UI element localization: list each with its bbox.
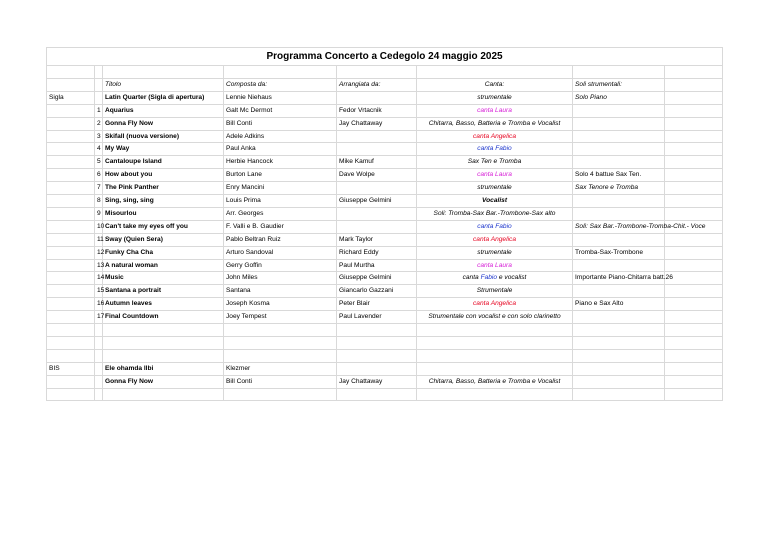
arranger: Paul Murtha	[337, 259, 417, 272]
singer: Strumentale	[417, 285, 573, 298]
composer: Adele Adkins	[224, 130, 337, 143]
song-title: Funky Cha Cha	[103, 246, 224, 259]
table-row	[47, 169, 723, 182]
row-number: 17	[95, 311, 103, 324]
row-label	[47, 259, 95, 272]
song-title	[103, 388, 224, 401]
song-title	[103, 349, 224, 362]
composer: Klezmer	[224, 362, 337, 375]
row-number	[95, 337, 103, 350]
arranger	[337, 337, 417, 350]
singer	[417, 337, 573, 350]
row-number: 3	[95, 130, 103, 143]
soli-strumentali	[573, 207, 665, 220]
song-title: Music	[103, 272, 224, 285]
composer: John Miles	[224, 272, 337, 285]
row-label	[47, 285, 95, 298]
singer: Sax Ten e Tromba	[417, 156, 573, 169]
concert-program-table	[46, 47, 723, 401]
title-row	[47, 48, 723, 66]
composer: Joey Tempest	[224, 311, 337, 324]
composer: Paul Anka	[224, 143, 337, 156]
song-title	[103, 324, 224, 337]
row-number: 1	[95, 104, 103, 117]
singer: strumentale	[417, 246, 573, 259]
singer: canta Angelica	[417, 130, 573, 143]
soli-strumentali	[573, 337, 665, 350]
singer	[417, 388, 573, 401]
row-label	[47, 117, 95, 130]
singer: canta Angelica	[417, 298, 573, 311]
header-arrangiata: Arrangiata da:	[337, 78, 417, 91]
table-row	[47, 156, 723, 169]
arranger: Giuseppe Gelmini	[337, 195, 417, 208]
arranger	[337, 143, 417, 156]
header-row	[47, 78, 723, 91]
soli-strumentali	[573, 130, 665, 143]
row-number: 6	[95, 169, 103, 182]
composer: F. Valli e B. Gaudier	[224, 220, 337, 233]
arranger	[337, 207, 417, 220]
singer: canta Laura	[417, 259, 573, 272]
row-label	[47, 349, 95, 362]
arranger	[337, 362, 417, 375]
row-number: 13	[95, 259, 103, 272]
row-number: 12	[95, 246, 103, 259]
row-label	[47, 324, 95, 337]
arranger	[337, 324, 417, 337]
row-label	[47, 182, 95, 195]
composer: Galt Mc Dermot	[224, 104, 337, 117]
song-title: Final Countdown	[103, 311, 224, 324]
arranger	[337, 91, 417, 104]
row-number	[95, 388, 103, 401]
singer-part: canta	[462, 274, 481, 282]
soli-strumentali	[573, 104, 665, 117]
singer: Strumentale con vocalist e con solo clarinetto	[417, 311, 573, 324]
composer: Arr. Georges	[224, 207, 337, 220]
soli-strumentali	[573, 388, 665, 401]
row-label	[47, 169, 95, 182]
soli-strumentali: Solo 4 battue Sax Ten.	[573, 169, 665, 182]
row-label	[47, 233, 95, 246]
composer: Herbie Hancock	[224, 156, 337, 169]
header-titolo: Titolo	[103, 78, 224, 91]
composer	[224, 324, 337, 337]
row-number: 5	[95, 156, 103, 169]
composer	[224, 349, 337, 362]
song-title: Santana a portrait	[103, 285, 224, 298]
row-label	[47, 337, 95, 350]
singer-part: Fabio	[480, 274, 498, 282]
soli-strumentali	[573, 324, 665, 337]
row-number	[95, 91, 103, 104]
table-row	[47, 104, 723, 117]
table-row	[47, 182, 723, 195]
composer	[224, 337, 337, 350]
singer	[417, 349, 573, 362]
table-row	[47, 272, 723, 285]
row-label	[47, 298, 95, 311]
table-row	[47, 298, 723, 311]
table-row	[47, 117, 723, 130]
song-title: Misourlou	[103, 207, 224, 220]
song-title: The Pink Panther	[103, 182, 224, 195]
song-title: A natural woman	[103, 259, 224, 272]
song-title: Gonna Fly Now	[103, 117, 224, 130]
header-canta: Canta:	[417, 78, 573, 91]
table-row	[47, 246, 723, 259]
song-title: How about you	[103, 169, 224, 182]
soli-strumentali	[573, 195, 665, 208]
soli-strumentali	[573, 375, 665, 388]
song-title: Autumn leaves	[103, 298, 224, 311]
arranger: Richard Eddy	[337, 246, 417, 259]
spacer-row	[47, 66, 723, 79]
row-number: 15	[95, 285, 103, 298]
song-title: Ele ohamda llbi	[103, 362, 224, 375]
table-row	[47, 130, 723, 143]
row-label	[47, 156, 95, 169]
singer: Soli: Tromba-Sax Bar.-Trombone-Sax alto	[417, 207, 573, 220]
row-number	[95, 375, 103, 388]
table-row	[47, 375, 723, 388]
song-title: My Way	[103, 143, 224, 156]
row-number: 10	[95, 220, 103, 233]
table-row	[47, 91, 723, 104]
row-number: 11	[95, 233, 103, 246]
soli-strumentali: Sax Tenore e Tromba	[573, 182, 665, 195]
arranger	[337, 220, 417, 233]
header-soli: Soli strumentali:	[573, 78, 665, 91]
table-row	[47, 337, 723, 350]
singer: strumentale	[417, 91, 573, 104]
singer	[417, 272, 573, 285]
singer: canta Fabio	[417, 143, 573, 156]
arranger: Giancarlo Gazzani	[337, 285, 417, 298]
arranger: Jay Chattaway	[337, 117, 417, 130]
composer: Arturo Sandoval	[224, 246, 337, 259]
arranger: Dave Wolpe	[337, 169, 417, 182]
singer: canta Laura	[417, 104, 573, 117]
composer: Lennie Niehaus	[224, 91, 337, 104]
soli-strumentali	[573, 349, 665, 362]
arranger	[337, 388, 417, 401]
singer	[417, 324, 573, 337]
table-row	[47, 349, 723, 362]
arranger: Paul Lavender	[337, 311, 417, 324]
arranger: Mark Taylor	[337, 233, 417, 246]
table-row	[47, 195, 723, 208]
soli-strumentali	[573, 362, 665, 375]
header-composta: Composta da:	[224, 78, 337, 91]
arranger: Mike Kamuf	[337, 156, 417, 169]
row-label	[47, 375, 95, 388]
row-label	[47, 143, 95, 156]
soli-strumentali	[573, 156, 665, 169]
soli-strumentali	[573, 117, 665, 130]
soli-strumentali	[573, 143, 665, 156]
composer: Pablo Beltran Ruiz	[224, 233, 337, 246]
row-number: 14	[95, 272, 103, 285]
arranger: Jay Chattaway	[337, 375, 417, 388]
singer: strumentale	[417, 182, 573, 195]
arranger	[337, 182, 417, 195]
row-label	[47, 388, 95, 401]
singer: canta Fabio	[417, 220, 573, 233]
row-label	[47, 104, 95, 117]
soli-strumentali: Piano e Sax Alto	[573, 298, 665, 311]
row-label	[47, 311, 95, 324]
row-number	[95, 362, 103, 375]
row-label	[47, 220, 95, 233]
row-number: 16	[95, 298, 103, 311]
page-title: Programma Concerto a Cedegolo 24 maggio 2025	[47, 48, 723, 66]
song-title: Cantaloupe Island	[103, 156, 224, 169]
table-row	[47, 362, 723, 375]
table-row	[47, 220, 723, 233]
song-title	[103, 337, 224, 350]
soli-strumentali: Soli: Sax Bar.-Trombone-Tromba-Chit.- Voce	[573, 220, 665, 233]
soli-strumentali	[573, 311, 665, 324]
singer: canta Angelica	[417, 233, 573, 246]
composer: Burton Lane	[224, 169, 337, 182]
row-label: BIS	[47, 362, 95, 375]
song-title: Aquarius	[103, 104, 224, 117]
song-title: Gonna Fly Now	[103, 375, 224, 388]
composer: Bill Conti	[224, 375, 337, 388]
arranger: Giuseppe Gelmini	[337, 272, 417, 285]
song-title: Latin Quarter (Sigla di apertura)	[103, 91, 224, 104]
row-number: 7	[95, 182, 103, 195]
song-title: Can't take my eyes off you	[103, 220, 224, 233]
row-number: 2	[95, 117, 103, 130]
row-label	[47, 246, 95, 259]
soli-strumentali: Tromba-Sax-Trombone	[573, 246, 665, 259]
singer: Chitarra, Basso, Batteria e Tromba e Vocalist	[417, 375, 573, 388]
table-row	[47, 233, 723, 246]
singer: Vocalist	[417, 195, 573, 208]
composer: Louis Prima	[224, 195, 337, 208]
row-number	[95, 349, 103, 362]
soli-strumentali	[573, 233, 665, 246]
soli-strumentali: Importante Piano-Chitarra batt.26	[573, 272, 665, 285]
composer: Santana	[224, 285, 337, 298]
table-row	[47, 324, 723, 337]
singer-part: e vocalist	[497, 274, 527, 282]
song-title: Skifall (nuova versione)	[103, 130, 224, 143]
arranger	[337, 349, 417, 362]
soli-strumentali: Solo Piano	[573, 91, 665, 104]
composer: Joseph Kosma	[224, 298, 337, 311]
composer: Gerry Goffin	[224, 259, 337, 272]
table-row	[47, 388, 723, 401]
soli-strumentali	[573, 259, 665, 272]
row-label	[47, 195, 95, 208]
soli-strumentali	[573, 285, 665, 298]
table-row	[47, 259, 723, 272]
arranger	[337, 130, 417, 143]
composer	[224, 388, 337, 401]
row-number: 8	[95, 195, 103, 208]
row-number: 4	[95, 143, 103, 156]
table-row	[47, 143, 723, 156]
row-label	[47, 207, 95, 220]
row-label: Sigla	[47, 91, 95, 104]
arranger: Peter Blair	[337, 298, 417, 311]
composer: Bill Conti	[224, 117, 337, 130]
table-row	[47, 285, 723, 298]
singer: canta Laura	[417, 169, 573, 182]
table-row	[47, 207, 723, 220]
singer: Chitarra, Basso, Batteria e Tromba e Vocalist	[417, 117, 573, 130]
row-label	[47, 130, 95, 143]
arranger: Fedor Vrtacnik	[337, 104, 417, 117]
composer: Enry Mancini	[224, 182, 337, 195]
row-label	[47, 272, 95, 285]
song-title: Sing, sing, sing	[103, 195, 224, 208]
singer	[417, 362, 573, 375]
song-title: Sway (Quien Sera)	[103, 233, 224, 246]
table-row	[47, 311, 723, 324]
row-number	[95, 324, 103, 337]
row-number: 9	[95, 207, 103, 220]
